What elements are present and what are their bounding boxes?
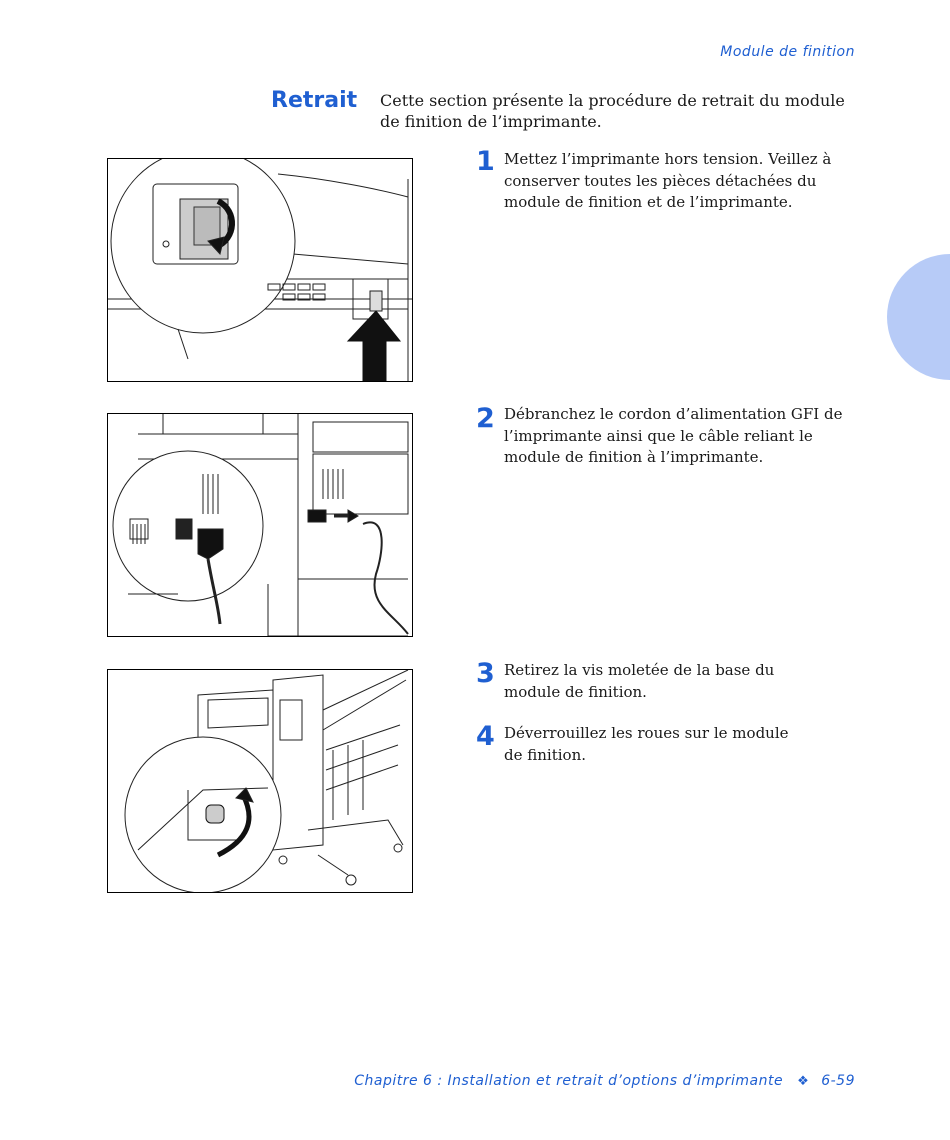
step-3-text: Retirez la vis moletée de la base du module de finition. xyxy=(504,661,775,701)
step-1-text: Mettez l’imprimante hors tension. Veillez à conserver toutes les pièces détachées du module de finition et de l’imprimante. xyxy=(504,150,832,211)
section-title: Retrait xyxy=(271,88,358,113)
page-footer xyxy=(354,1073,855,1089)
step-3-number: 3 xyxy=(476,658,495,689)
figure-unplug-cords xyxy=(107,413,413,637)
step-2-text: Débranchez le cordon d’alimentation GFI de l’imprimante ainsi que le câble reliant le module de finition à l’imprimante. xyxy=(504,405,843,466)
footer-chapter: Chapitre 6 : Installation et retrait d’options d’imprimante xyxy=(354,1073,784,1089)
running-header: Module de finition xyxy=(720,44,855,60)
figure-thumbscrew-wheels xyxy=(107,669,413,893)
diamond-ornament-icon: ❖ xyxy=(797,1074,810,1089)
section-intro: Cette section présente la procédure de retrait du module de finition de l’imprimante. xyxy=(380,91,845,131)
step-1-number: 1 xyxy=(476,146,495,177)
step-4-text: Déverrouillez les roues sur le module de finition. xyxy=(504,724,789,764)
step-2-number: 2 xyxy=(476,403,495,434)
figure-power-switch xyxy=(107,158,413,382)
step-4-number: 4 xyxy=(476,721,495,752)
page-number: 6-59 xyxy=(821,1073,855,1089)
chapter-side-tab xyxy=(887,254,950,380)
